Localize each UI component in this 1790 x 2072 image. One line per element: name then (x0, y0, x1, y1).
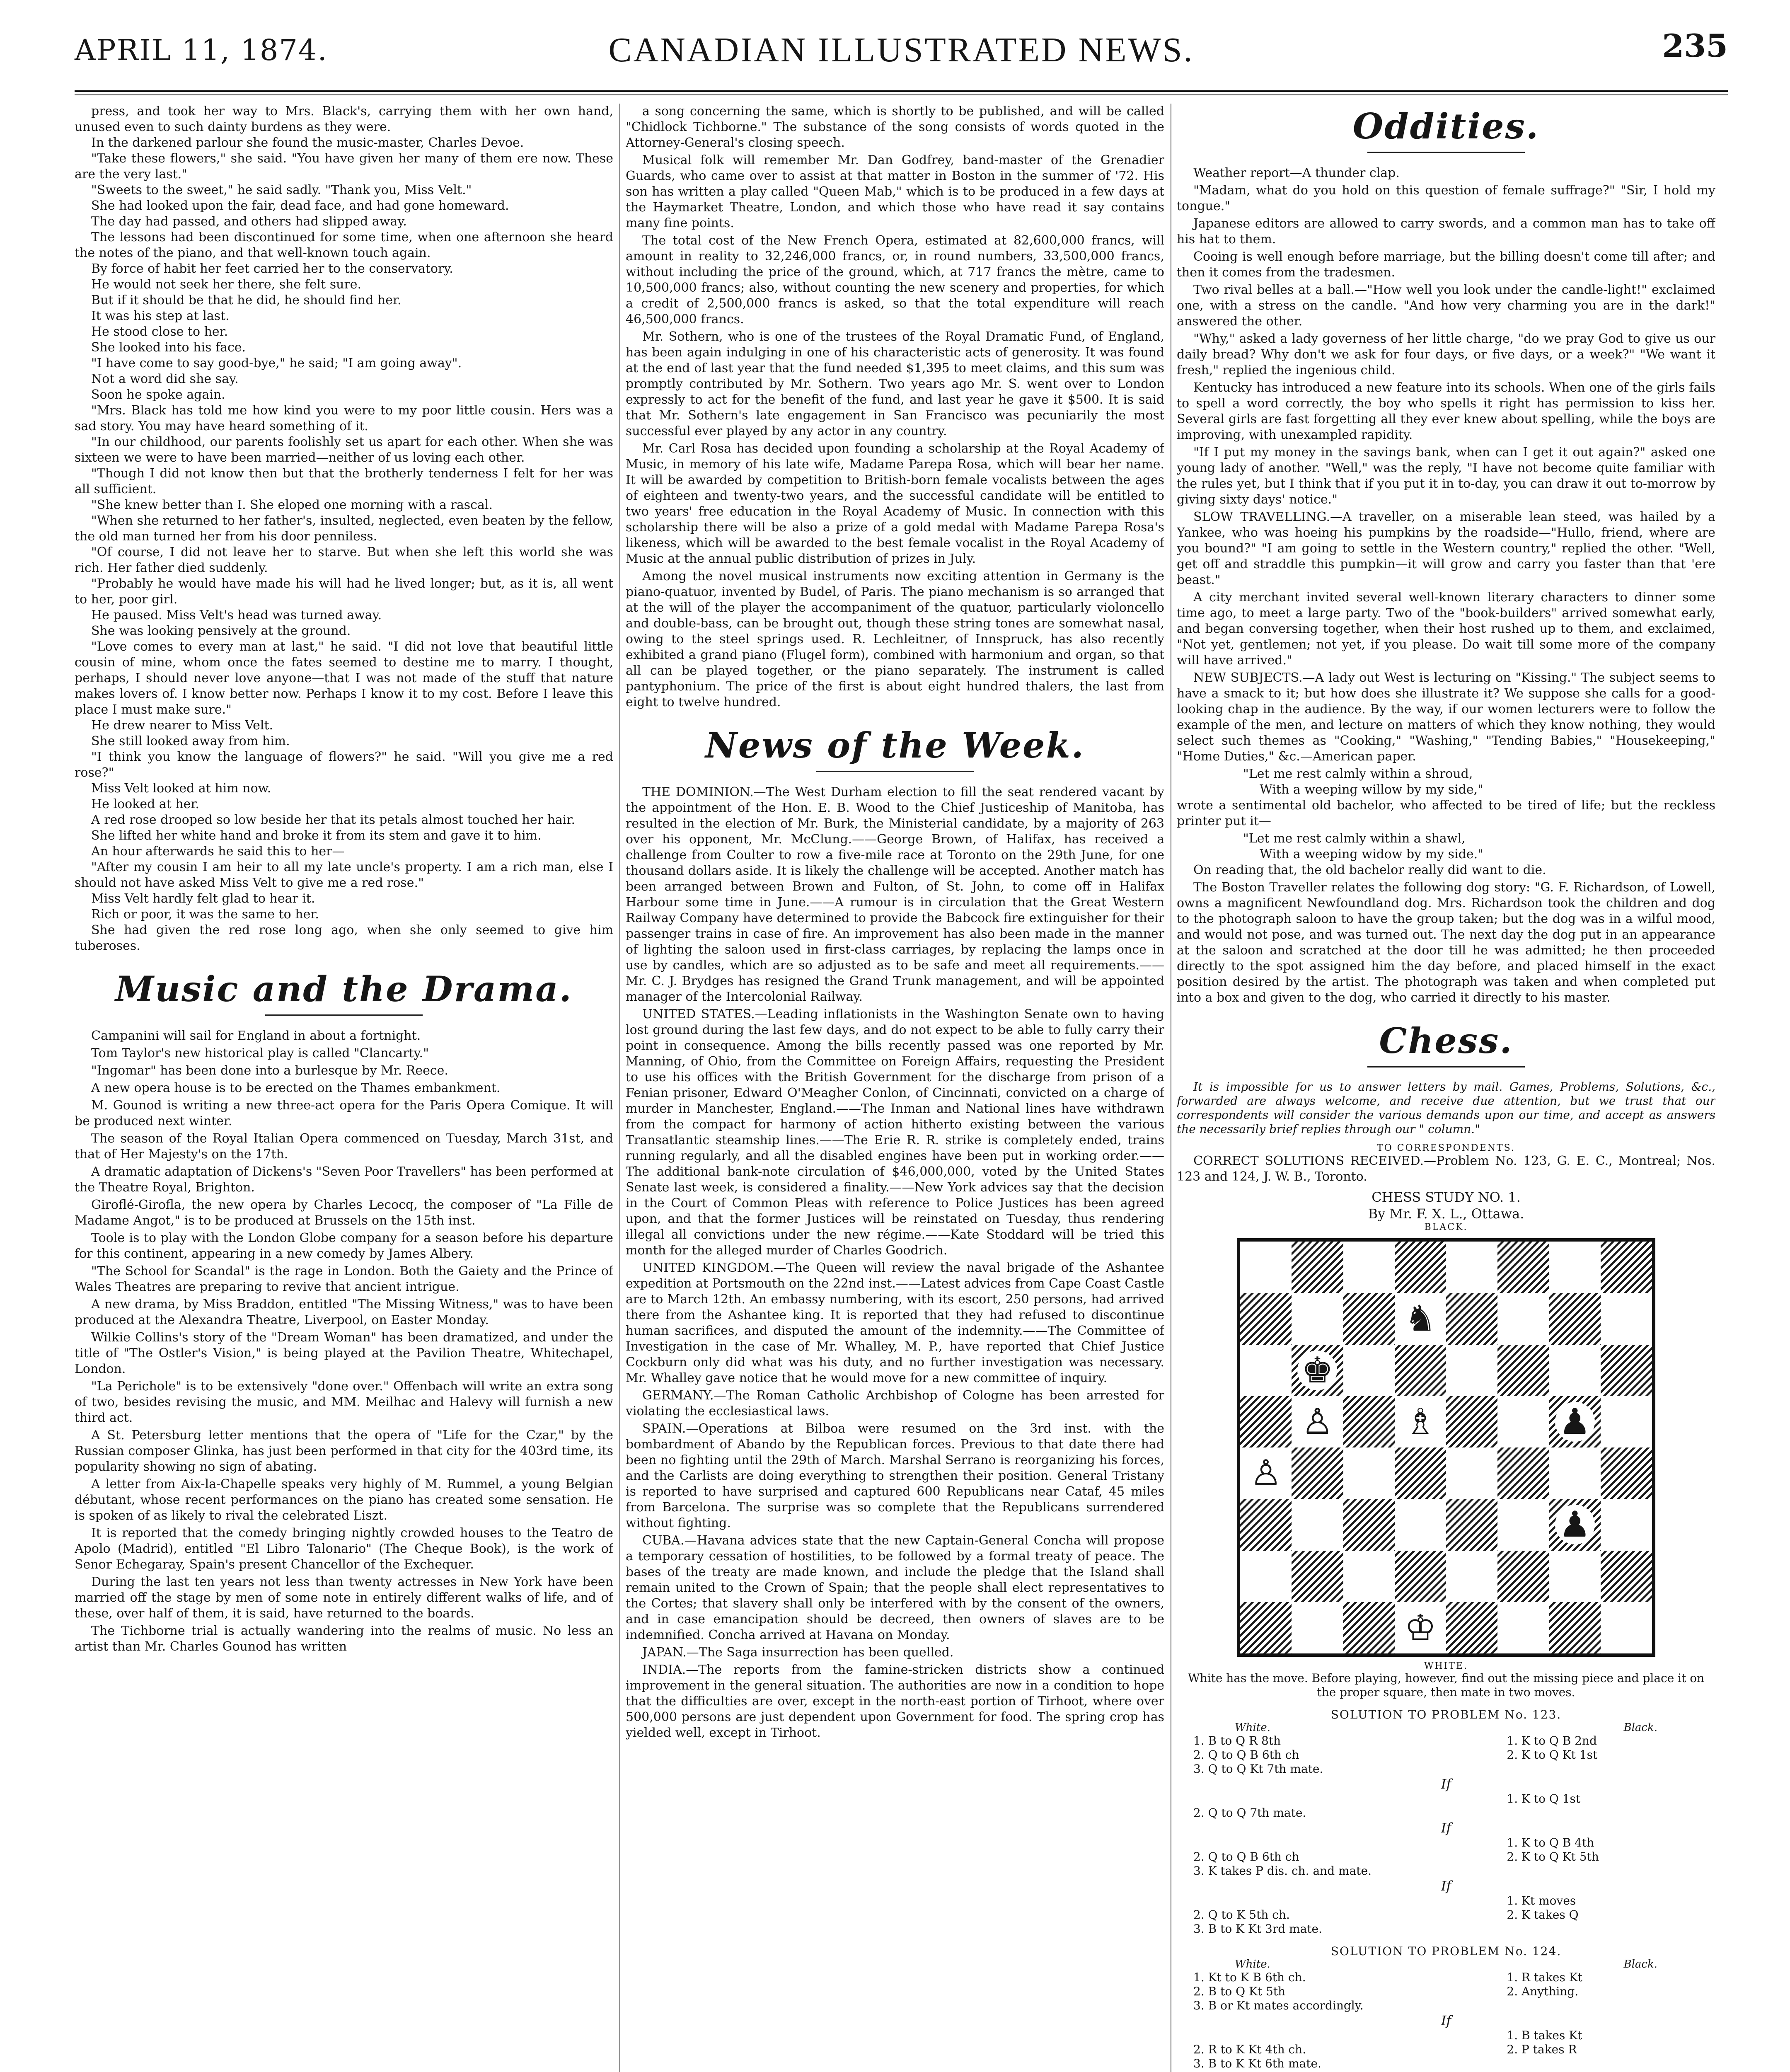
black-move: 1. Kt moves (1507, 1894, 1576, 1907)
chess-square (1292, 1293, 1343, 1344)
heading-rule (1367, 1066, 1525, 1067)
story-paragraph: She looked into his face. (91, 340, 246, 355)
chess-square (1240, 1602, 1292, 1653)
story-paragraph: She still looked away from him. (91, 734, 290, 748)
white-move: 3. K takes P dis. ch. and mate. (1193, 1864, 1372, 1878)
story-paragraph: The lessons had been discontinued for some time, when one afternoon she heard the notes of the piano, and that well-known touch again. (75, 230, 613, 260)
oddities-paragraph: Weather report—A thunder clap. (1193, 166, 1400, 180)
chess-piece-icon: ♙ (1297, 1402, 1337, 1442)
solution-move-row (1177, 1762, 1715, 1776)
chess-piece-icon: ♟ (1555, 1402, 1595, 1442)
solution-move-row (1177, 1970, 1715, 1985)
white-move: 3. Q to Q Kt 7th mate. (1193, 1762, 1323, 1776)
music-drama-paragraph: M. Gounod is writing a new three-act opera for the Paris Opera Comique. It will be produced next winter. (75, 1098, 613, 1128)
oddities-tail (1177, 862, 1715, 1006)
story-paragraph: "I have come to say good-bye," he said; "I am going away". (91, 356, 462, 370)
oddities-paragraph: On reading that, the old bachelor really did want to die. (1193, 863, 1546, 877)
solution-move-row (1177, 1734, 1715, 1748)
black-move (1507, 1922, 1699, 1936)
chess-square (1292, 1396, 1343, 1447)
white-move: 2. Q to Q 7th mate. (1193, 1806, 1306, 1820)
newspaper-title: CANADIAN ILLUSTRATED NEWS. (608, 31, 1194, 69)
music-drama-paragraph: Among the novel musical instruments now exciting attention in Germany is the piano-quatuor, invented by Budel, of Paris. The piano mechanism is so arranged that at the will of the player the accompaniment of the quatuor, particularly violoncello and double-bass, can be brought out, though these string tones are somewhat nasal, owing to the steel springs used. R. Lechleitner, of Innspruck, has also recently exhibited a grand piano (Flugel form), combined with harmonium and organ, so that all can be played together, or the piano separately. The instrument is called pantyphonium. The price of the first is about eight hundred thalers, the last from eight to twelve hundred. (626, 569, 1164, 709)
solution-move-row (1177, 1748, 1715, 1762)
solution-123-title: SOLUTION TO PROBLEM No. 123. (1330, 1708, 1562, 1721)
column-divider (619, 104, 620, 2072)
chess-piece-icon: ♗ (1401, 1402, 1440, 1442)
story-paragraph: "In our childhood, our parents foolishly set us apart for each other. When she was sixteen we were to have been married—neither of us loving each other. (75, 435, 613, 465)
story-paragraph: "When she returned to her father's, insulted, neglected, even beaten by the fellow, the old man turned her from his door penniless. (75, 513, 613, 544)
story-paragraph: He stood close to her. (91, 324, 228, 339)
chess-square (1601, 1242, 1652, 1293)
white-move (1193, 1836, 1507, 1850)
chess-square (1343, 1551, 1395, 1602)
chess-square (1446, 1499, 1497, 1550)
music-drama-paragraph: A new drama, by Miss Braddon, entitled "The Missing Witness," was to have been produced at the Alexandra Theatre, Liverpool, on Easter Monday. (75, 1297, 613, 1327)
music-drama-paragraph: A dramatic adaptation of Dickens's "Seven Poor Travellers" has been performed at the Theatre Royal, Brighton. (75, 1164, 613, 1195)
verse-shroud: "Let me rest calmly within a shroud, With a weeping willow by my side," (1243, 767, 1483, 797)
oddities-paragraph: A city merchant invited several well-known literary characters to dinner some time ago, to meet a large party. Two of the "book-builders" arrived somewhat early, and began conversing together, when their host rushed up to them, and exclaimed, "Not yet, gentlemen; not yet, if you please. Do wait till some more of the company will have arrived." (1177, 590, 1715, 668)
chess-square (1240, 1293, 1292, 1344)
chess-square (1601, 1551, 1652, 1602)
chess-square (1292, 1242, 1343, 1293)
solution-move-row (1177, 1864, 1715, 1878)
chess-square (1343, 1396, 1395, 1447)
black-move: 2. K to Q Kt 1st (1507, 1748, 1598, 1762)
story-paragraph: Miss Velt looked at him now. (91, 781, 271, 796)
white-label: WHITE. (1424, 1661, 1468, 1671)
news-section (626, 784, 1164, 1741)
column-right (1177, 104, 1715, 2072)
chess-piece-icon: ♔ (1401, 1608, 1440, 1648)
chess-piece-icon: ♞ (1401, 1299, 1440, 1339)
story-paragraph: Soon he spoke again. (91, 387, 225, 402)
story-paragraph: "I think you know the language of flowers?" he said. "Will you give me a red rose?" (75, 750, 613, 780)
chess-square (1446, 1242, 1497, 1293)
solution-move-row (1177, 2028, 1715, 2043)
black-move: 1. B takes Kt (1507, 2028, 1582, 2042)
story-paragraph: He drew nearer to Miss Velt. (91, 718, 273, 733)
music-drama-paragraph: Giroflé-Girofla, the new opera by Charles Lecocq, the composer of "La Fille de Madame Angot," is to be produced at Brussels on the 15th inst. (75, 1198, 613, 1228)
black-move (1507, 1999, 1699, 2013)
chess-square (1549, 1293, 1601, 1344)
music-drama-paragraph: A letter from Aix-la-Chapelle speaks very highly of M. Rummel, a young Belgian débutant, whose recent performances on the piano has created some sensation. He is spoken of as likely to rival the celebrated Liszt. (75, 1477, 613, 1523)
white-move: 3. B or Kt mates accordingly. (1193, 1999, 1364, 2012)
chess-square (1446, 1602, 1497, 1653)
news-paragraph: JAPAN.—The Saga insurrection has been quelled. (642, 1645, 954, 1660)
chess-square (1292, 1602, 1343, 1653)
music-drama-paragraph: The season of the Royal Italian Opera commenced on Tuesday, March 31st, and that of Her Majesty's on the 17th. (75, 1131, 613, 1162)
story-paragraph: He looked at her. (91, 797, 199, 811)
chess-square (1395, 1499, 1446, 1550)
music-drama-paragraph: a song concerning the same, which is shortly to be published, and will be called "Chidlock Tichborne." The substance of the song consists of words quoted in the Attorney-General's closing speech. (626, 104, 1164, 150)
chess-square (1446, 1447, 1497, 1499)
news-heading: News of the Week. (705, 725, 1085, 766)
story-paragraph: He would not seek her there, she felt sure. (91, 277, 362, 292)
chess-square (1343, 1602, 1395, 1653)
chess-square (1395, 1551, 1446, 1602)
black-move: 1. K to Q 1st (1507, 1792, 1581, 1806)
story-paragraph: "Mrs. Black has told me how kind you were to my poor little cousin. Hers was a sad story. You may have heard something of it. (75, 403, 613, 433)
solution-alternative: If (1441, 1776, 1451, 1792)
heading-rule (816, 771, 974, 772)
story-paragraph: "Sweets to the sweet," he said sadly. "Thank you, Miss Velt." (91, 183, 472, 197)
music-drama-paragraph: Mr. Carl Rosa has decided upon founding a scholarship at the Royal Academy of Music, in memory of his late wife, Madame Parepa Rosa, which will bear her name. It will be awarded by competition to British-born female vocalists between the ages of eighteen and twenty-two years, and the successful candidate will be entitled to two years' free education in the Royal Academy of Music. In connection with this scholarship there will be also a prize of a gold medal with Madame Parepa Rosa's likeness, which will be awarded to the best female vocalist in the Royal Academy of Music at the annual public distribution of prizes in July. (626, 441, 1164, 566)
issue-date: APRIL 11, 1874. (75, 33, 328, 67)
chess-square (1497, 1293, 1549, 1344)
news-paragraph: THE DOMINION.—The West Durham election to fill the seat rendered vacant by the appointment of the Hon. E. B. Wood to the Chief Justiceship of Manitoba, has resulted in the election of Mr. Burk, the Ministerial candidate, by a majority of 263 over his opponent, Mr. McClung.——George Brown, of Halifax, has received a challenge from Coulter to row a five-mile race at Toronto on the 29th June, for one thousand dollars aside. It is likely the challenge will be accepted. Another match has been arranged between Brown and Fulton, of St. John, to come off in Halifax Harbour some time in June.——A rumour is in circulation that the Great Western Railway Company have determined to provide the Babcock fire extinguisher for their passenger trains in case of fire. An improvement has also been made in the manner of lighting the saloon used in first-class carriages, by replacing the lamps once in use by candles, which are so adjusted as to be safe and meet all requirements.——Mr. C. J. Brydges has resigned the Grand Trunk management, and will be appointed manager of the Intercolonial Railway. (626, 785, 1164, 1004)
music-drama-continued (626, 104, 1164, 710)
story-paragraph: The day had passed, and others had slipped away. (91, 214, 407, 229)
music-drama-paragraph: The total cost of the New French Opera, estimated at 82,600,000 francs, will amount in reality to 32,246,000 francs, or, in round numbers, 33,500,000 francs, without including the price of the ground, which, at 717 francs the mètre, came to 10,500,000 francs; also, without counting the new scenery and properties, for which a credit of 2,500,000 francs is asked, so that the total expenditure will reach 46,500,000 francs. (626, 233, 1164, 327)
story-paragraph: She lifted her white hand and broke it from its stem and gave it to him. (91, 828, 542, 843)
study-author: By Mr. F. X. L., Ottawa. (1368, 1206, 1524, 1222)
chess-square (1292, 1551, 1343, 1602)
news-paragraph: CUBA.—Havana advices state that the new Captain-General Concha will propose a temporary cessation of hostilities, to be followed by a formal treaty of peace. The bases of the treaty are made known, and include the pledge that the Island shall remain united to the Crown of Spain; that the people shall elect representatives to the Cortes; that slavery shall only be interfered with by the consent of the owners, and in case emancipation should be decreed, then owners of slaves are to be indemnified. Concha arrived at Havana on Monday. (626, 1533, 1164, 1642)
chess-square (1601, 1499, 1652, 1550)
story-paragraph: "Of course, I did not leave her to starve. But when she left this world she was rich. Her father died suddenly. (75, 545, 613, 575)
chess-square (1395, 1396, 1446, 1447)
chess-square (1395, 1293, 1446, 1344)
oddities-paragraph: "If I put my money in the savings bank, when can I get it out again?" asked one young lady of another. "Well," was the reply, "I have not become quite familiar with the rules yet, but I think that if you put it in to-day, you can draw it out to-morrow by giving sixty days' notice." (1177, 445, 1715, 507)
chess-square (1343, 1293, 1395, 1344)
solution-124-title: SOLUTION TO PROBLEM No. 124. (1330, 1944, 1562, 1958)
story-paragraph: "Take these flowers," she said. "You have given her many of them ere now. These are the very last." (75, 151, 613, 182)
music-drama-heading: Music and the Drama. (115, 968, 573, 1009)
story-paragraph: Miss Velt hardly felt glad to hear it. (91, 891, 315, 906)
news-paragraph: UNITED STATES.—Leading inflationists in the Washington Senate own to having lost ground during the last few days, and do not expect to be able to fully carry their point in consequence. Among the bills recently passed was one reported by Mr. Manning, of Ohio, from the Committee on Foreign Affairs, requesting the President to use his offices with the British Government for the discharge from prison of a Fenian prisoner, Edward O'Meagher Conlon, of Cincinnati, convicted on a charge of murder in Manchester, England.——The Inman and National lines have withdrawn from the compact for harmony of action hitherto existing between the various Transatlantic steamship lines.——The Erie R. R. strike is completely ended, trains running regularly, and all the disabled engines have been put in working order.——The additional bank-note circulation of $46,000,000, voted by the United States Senate last week, is considered a finality.——New York advices say that the decision in the Court of Common Pleas with reference to Police Justices has been agreed upon, and that the former Justices will be reinstated on Tuesday, thus rendering illegal all convictions under the new régime.——Kate Stoddard will be tried this month for the alleged murder of Charles Goodrich. (626, 1007, 1164, 1258)
music-drama-paragraph: During the last ten years not less than twenty actresses in New York have been married off the stage by men of some note in entirely different walks of life, and of these, over half of them, it is said, have returned to the boards. (75, 1575, 613, 1621)
black-move: 2. K to Q Kt 5th (1507, 1850, 1599, 1864)
black-move (1507, 1762, 1699, 1776)
solution-alternative: If (1441, 1878, 1451, 1894)
chess-board (1237, 1238, 1655, 1657)
page-number: 235 (1662, 27, 1728, 64)
music-drama-paragraph: It is reported that the comedy bringing nightly crowded houses to the Teatro de Apolo (Madrid), entitled "El Libro Talonario" (The Cheque Book), is the work of Senor Echegaray, Spain's present Chancellor of the Exchequer. (75, 1526, 613, 1572)
story-paragraph: She had given the red rose long ago, when she only seemed to give him tuberoses. (75, 923, 613, 953)
oddities-paragraph: "Madam, what do you hold on this question of female suffrage?" "Sir, I hold my tongue." (1177, 183, 1715, 213)
chess-square (1497, 1499, 1549, 1550)
story-paragraph: An hour afterwards he said this to her— (91, 844, 345, 859)
chess-square (1446, 1293, 1497, 1344)
correspondents-text: CORRECT SOLUTIONS RECEIVED.—Problem No. 123, G. E. C., Montreal; Nos. 123 and 124, J. W. B., Toronto. (1177, 1154, 1715, 1184)
oddities-paragraph: NEW SUBJECTS.—A lady out West is lecturing on "Kissing." The subject seems to have a smack to it; but how does she illustrate it? We suppose she calls for a good-looking chap in the audience. By the way, if our women lecturers were to follow the example of the men, and lecture on matters of which they know nothing, they would select such themes as "Cooking," "Washing," "Tending Babies," "Housekeeping," "Home Duties," &c.—American paper. (1177, 670, 1715, 764)
chess-square (1395, 1447, 1446, 1499)
masthead-rule (75, 90, 1728, 95)
story-paragraph: She was looking pensively at the ground. (91, 624, 351, 638)
white-move: 2. B to Q Kt 5th (1193, 1985, 1286, 1998)
chess-square (1497, 1447, 1549, 1499)
story-paragraph: Rich or poor, it was the same to her. (91, 907, 319, 922)
black-move (1507, 1864, 1699, 1878)
chess-square (1601, 1602, 1652, 1653)
oddities-paragraph: "Why," asked a lady governess of her little charge, "do we pray God to give us our daily bread? Why don't we ask for four days, or five days, or a week?" "We want it fresh," replied the ingenious child. (1177, 332, 1715, 378)
oddities-paragraph: Two rival belles at a ball.—"How well you look under the candle-light!" exclaimed one, with a stress on the candle. "And how very charming you are in the dark!" answered the other. (1177, 283, 1715, 329)
chess-square (1292, 1345, 1343, 1396)
music-drama-paragraph: "Ingomar" has been done into a burlesque by Mr. Reece. (91, 1063, 448, 1078)
story-continuation (75, 104, 613, 954)
chess-square (1549, 1602, 1601, 1653)
chess-piece-icon: ♟ (1555, 1505, 1595, 1544)
chess-square (1549, 1551, 1601, 1602)
chess-square (1497, 1242, 1549, 1293)
chess-square (1240, 1447, 1292, 1499)
story-paragraph: But if it should be that he did, he should find her. (91, 293, 402, 307)
white-move: 2. R to K Kt 4th ch. (1193, 2043, 1306, 2056)
chess-square (1549, 1396, 1601, 1447)
white-move (1193, 1894, 1507, 1908)
story-paragraph: Not a word did she say. (91, 372, 239, 386)
story-paragraph: She had looked upon the fair, dead face, and had gone homeward. (91, 198, 509, 213)
oddities-paragraph: Kentucky has introduced a new feature into its schools. When one of the girls fails to spell a word correctly, the boy who spells it right has permission to kiss her. Several girls are fast forgetting all they ever knew about spelling, while the boys are improving, with unexampled rapidity. (1177, 380, 1715, 442)
chess-square (1240, 1345, 1292, 1396)
chess-square (1601, 1396, 1652, 1447)
solution-move-row (1177, 1850, 1715, 1864)
music-drama-paragraph: A new opera house is to be erected on the Thames embankment. (91, 1081, 501, 1095)
solution-move-row (1177, 1908, 1715, 1922)
chess-square (1601, 1447, 1652, 1499)
music-drama-paragraph: "La Perichole" is to be extensively "done over." Offenbach will write an extra song of two, besides revising the music, and MM. Meilhac and Halevy will furnish a new third act. (75, 1379, 613, 1425)
news-paragraph: UNITED KINGDOM.—The Queen will review the naval brigade of the Ashantee expedition at Portsmouth on the 22nd inst.——Latest advices from Cape Coast Castle are to March 12th. An embassy numbering, with its escort, 250 persons, had arrived there from the Ashantee king. It is reported that they had refused to discontinue human sacrifices, and disputed the amount of the indemnity.——The Committee of Investigation in the case of Mr. Whalley, M. P., have reported that Chief Justice Cockburn only did what was his duty, and no further investigation was necessary. Mr. Whalley gave notice that he would move for a new committee of inquiry. (626, 1261, 1164, 1385)
chess-square (1549, 1345, 1601, 1396)
story-paragraph: "Though I did not know then but that the brotherly tenderness I felt for her was all sufficient. (75, 466, 613, 496)
story-paragraph: "After my cousin I am heir to all my late uncle's property. I am a rich man, else I should not have asked Miss Velt to give me a red rose." (75, 860, 613, 890)
oddities-heading: Oddities. (1352, 106, 1540, 147)
story-paragraph: A red rose drooped so low beside her that its petals almost touched her hair. (91, 813, 575, 827)
white-move: 1. B to Q R 8th (1193, 1734, 1281, 1748)
chess-square (1343, 1345, 1395, 1396)
solution-move-row (1177, 2057, 1715, 2071)
study-caption: White has the move. Before playing, however, find out the missing piece and place it on the proper square, then mate in two moves. (1188, 1671, 1705, 1699)
chess-square (1549, 1242, 1601, 1293)
story-paragraph: press, and took her way to Mrs. Black's, carrying them with her own hand, unused even to such dainty burdens as they were. (75, 104, 613, 134)
heading-rule (265, 1014, 423, 1016)
white-move: 3. B to K Kt 6th mate. (1193, 2057, 1321, 2070)
news-paragraph: INDIA.—The reports from the famine-stricken districts show a continued improvement in the general situation. The authorities are now in a condition to hope that the difficulties are over, except in the north-east portion of Tirhoot, where over 500,000 persons are just dependent upon Government for food. The spring crop has yielded well, except in Tirhoot. (626, 1663, 1164, 1740)
column-middle (626, 104, 1164, 2072)
story-paragraph: By force of habit her feet carried her to the conservatory. (91, 261, 453, 276)
story-paragraph: It was his step at last. (91, 309, 230, 323)
white-move: 2. Q to Q B 6th ch (1193, 1850, 1299, 1864)
white-move (1193, 1792, 1507, 1806)
chess-notice: It is impossible for us to answer letters by mail. Games, Problems, Solutions, &c., forwarded are always welcome, and receive due attention, but we trust that our correspondents will consider the various demands upon our time, and accept as answers the necessarily brief replies through our " column." (1177, 1080, 1715, 1136)
chess-piece-icon: ♚ (1297, 1351, 1337, 1390)
music-drama-paragraph: The Tichborne trial is actually wandering into the realms of music. No less an artist than Mr. Charles Gounod has written (75, 1624, 613, 1654)
black-move (1507, 2057, 1699, 2071)
black-move: 2. P takes R (1507, 2043, 1577, 2056)
music-drama-section (75, 1028, 613, 1655)
oddities-paragraph: The Boston Traveller relates the following dog story: "G. F. Richardson, of Lowell, owns a magnificent Newfoundland dog. Mrs. Richardson took the children and dog to the photograph saloon to have the group taken; but the dog was in a wilful mood, and would not pose, and was turned out. The next day the dog put in an appearance at the saloon and scratched at the door till he was admitted; he then proceeded directly to the spot assigned him the day before, and placed himself in the exact position desired by the artist. The photograph was taken and when completed put into a box and given to the dog, who carried it directly to his master. (1177, 880, 1715, 1005)
black-move: 1. R takes Kt (1507, 1970, 1582, 1984)
heading-rule (1367, 152, 1525, 153)
story-paragraph: "Love comes to every man at last," he said. "I did not love that beautiful little cousin of mine, whom once the fates seemed to destine me to marry. I thought, perhaps, I should never love anyone—that I was not made of the stuff that nature makes lovers of. I know better now. Perhaps I know it to my cost. Before I leave this place I must make sure." (75, 639, 613, 717)
to-correspondents-heading: TO CORRESPONDENTS. (1377, 1143, 1515, 1153)
black-move: 2. K takes Q (1507, 1908, 1579, 1922)
chess-square (1343, 1499, 1395, 1550)
solution-123-moves (1177, 1734, 1715, 1936)
story-paragraph: He paused. Miss Velt's head was turned away. (91, 608, 382, 622)
solution-alternative: If (1441, 1820, 1451, 1836)
chess-square (1395, 1602, 1446, 1653)
oddities-paragraph: wrote a sentimental old bachelor, who affected to be tired of life; but the reckless printer put it— (1177, 798, 1715, 828)
chess-square (1601, 1345, 1652, 1396)
music-drama-paragraph: "The School for Scandal" is the rage in London. Both the Gaiety and the Prince of Wales Theatres are preparing to revive that ancient intrigue. (75, 1264, 613, 1294)
column-left (75, 104, 613, 2072)
chess-square (1446, 1551, 1497, 1602)
study-title: CHESS STUDY NO. 1. (1372, 1189, 1521, 1205)
white-move: 3. B to K Kt 3rd mate. (1193, 1922, 1322, 1936)
news-paragraph: GERMANY.—The Roman Catholic Archbishop of Cologne has been arrested for violating the ecclesiastical laws. (626, 1388, 1164, 1418)
oddities-paragraph: SLOW TRAVELLING.—A traveller, on a miserable lean steed, was hailed by a Yankee, who was hoeing his pumpkins by the roadside—"Hullo, friend, where are you bound?" "I am going to settle in the Western country," replied the other. "Well, get off and straddle this pumpkin—it will grow and carry you faster than that 'ere beast." (1177, 510, 1715, 587)
story-paragraph: "Probably he would have made his will had he lived longer; but, as it is, all went to her, poor girl. (75, 576, 613, 607)
music-drama-paragraph: Musical folk will remember Mr. Dan Godfrey, band-master of the Grenadier Guards, who came over to assist at that matter in Boston in the summer of '72. His son has written a play called "Queen Mab," which is to be produced in a few days at the Haymarket Theatre, London, and which those who have read it say contains many fine points. (626, 153, 1164, 230)
solution-move-row (1177, 1894, 1715, 1908)
solution-124-moves (1177, 1970, 1715, 2071)
white-move (1193, 2028, 1507, 2043)
chess-square (1343, 1242, 1395, 1293)
chess-square (1240, 1242, 1292, 1293)
chess-square (1240, 1499, 1292, 1550)
music-drama-paragraph: Campanini will sail for England in about a fortnight. (91, 1029, 421, 1043)
chess-square (1497, 1602, 1549, 1653)
oddities-paragraph: Japanese editors are allowed to carry swords, and a common man has to take off his hat to them. (1177, 216, 1715, 247)
chess-square (1497, 1396, 1549, 1447)
solution-123-columns: White. Black. (1235, 1721, 1657, 1734)
oddities-paragraph: Cooing is well enough before marriage, but the billing doesn't come till after; and then it comes from the tradesmen. (1177, 249, 1715, 280)
chess-square (1240, 1396, 1292, 1447)
solution-alternative: If (1441, 2013, 1451, 2028)
chess-square (1497, 1345, 1549, 1396)
oddities-section (1177, 165, 1715, 765)
chess-square (1446, 1396, 1497, 1447)
chess-square (1292, 1447, 1343, 1499)
solution-move-row (1177, 1922, 1715, 1936)
solution-move-row (1177, 1806, 1715, 1820)
chess-heading: Chess. (1379, 1020, 1513, 1061)
story-paragraph: In the darkened parlour she found the music-master, Charles Devoe. (91, 136, 524, 150)
chess-square (1601, 1293, 1652, 1344)
chess-square (1240, 1551, 1292, 1602)
music-drama-paragraph: A St. Petersburg letter mentions that the opera of "Life for the Czar," by the Russian composer Glinka, has just been performed in that city for the 403rd time, its popularity showing no sign of abating. (75, 1428, 613, 1474)
verse-shawl: "Let me rest calmly within a shawl, With a weeping widow by my side." (1243, 831, 1483, 862)
white-move: 2. Q to K 5th ch. (1193, 1908, 1290, 1922)
chess-square (1549, 1447, 1601, 1499)
music-drama-paragraph: Wilkie Collins's story of the "Dream Woman" has been dramatized, and under the title of "The Ostler's Vision," is being played at the Pavilion Theatre, Whitechapel, London. (75, 1330, 613, 1376)
masthead (75, 26, 1728, 88)
solution-124-columns: White. Black. (1235, 1958, 1657, 1970)
solution-move-row (1177, 2043, 1715, 2057)
chess-square (1497, 1551, 1549, 1602)
black-move (1507, 1806, 1699, 1820)
chess-square (1446, 1345, 1497, 1396)
solution-move-row (1177, 1836, 1715, 1850)
chess-piece-icon: ♙ (1246, 1453, 1286, 1493)
chess-square (1395, 1345, 1446, 1396)
chess-square (1343, 1447, 1395, 1499)
chess-square (1292, 1499, 1343, 1550)
music-drama-paragraph: Mr. Sothern, who is one of the trustees of the Royal Dramatic Fund, of England, has been again indulging in one of his characteristic acts of generosity. It was found at the end of last year that the fund needed $1,395 to meet claims, and this sum was promptly contributed by Mr. Sothern. Two years ago Mr. S. went over to London expressly to act for the benefit of the fund, and last year he gave it $500. It is said that Mr. Sothern's late engagement in San Francisco was pecuniarily the most successful ever played by any actor in any country. (626, 329, 1164, 438)
chess-square (1549, 1499, 1601, 1550)
solution-move-row (1177, 1792, 1715, 1806)
white-move: 2. Q to Q B 6th ch (1193, 1748, 1299, 1762)
black-move: 2. Anything. (1507, 1985, 1579, 1998)
black-move: 1. K to Q B 2nd (1507, 1734, 1597, 1748)
solution-move-row (1177, 1985, 1715, 1999)
white-move: 1. Kt to K B 6th ch. (1193, 1970, 1306, 1984)
black-move: 1. K to Q B 4th (1507, 1836, 1594, 1849)
chess-square (1395, 1242, 1446, 1293)
music-drama-paragraph: Tom Taylor's new historical play is called "Clancarty." (91, 1046, 429, 1060)
music-drama-paragraph: Toole is to play with the London Globe company for a season before his departure for this continent, appearing in a new comedy by James Albery. (75, 1231, 613, 1261)
news-paragraph: SPAIN.—Operations at Bilboa were resumed on the 3rd inst. with the bombardment of Abando by the Republican forces. Previous to that date there had been no fighting until the 29th of March. Marshal Serrano is reorganizing his forces, and the Carlists are doing everything to strengthen their position. General Tristany is reported to have surprised and captured 600 Republicans near Cataf, 45 miles from Barcelona. The surprise was so complete that the Republicans surrendered without fighting. (626, 1421, 1164, 1530)
solution-move-row (1177, 1999, 1715, 2013)
chess-board-grid (1240, 1242, 1652, 1653)
story-paragraph: "She knew better than I. She eloped one morning with a rascal. (91, 498, 493, 512)
black-label: BLACK. (1424, 1222, 1468, 1232)
